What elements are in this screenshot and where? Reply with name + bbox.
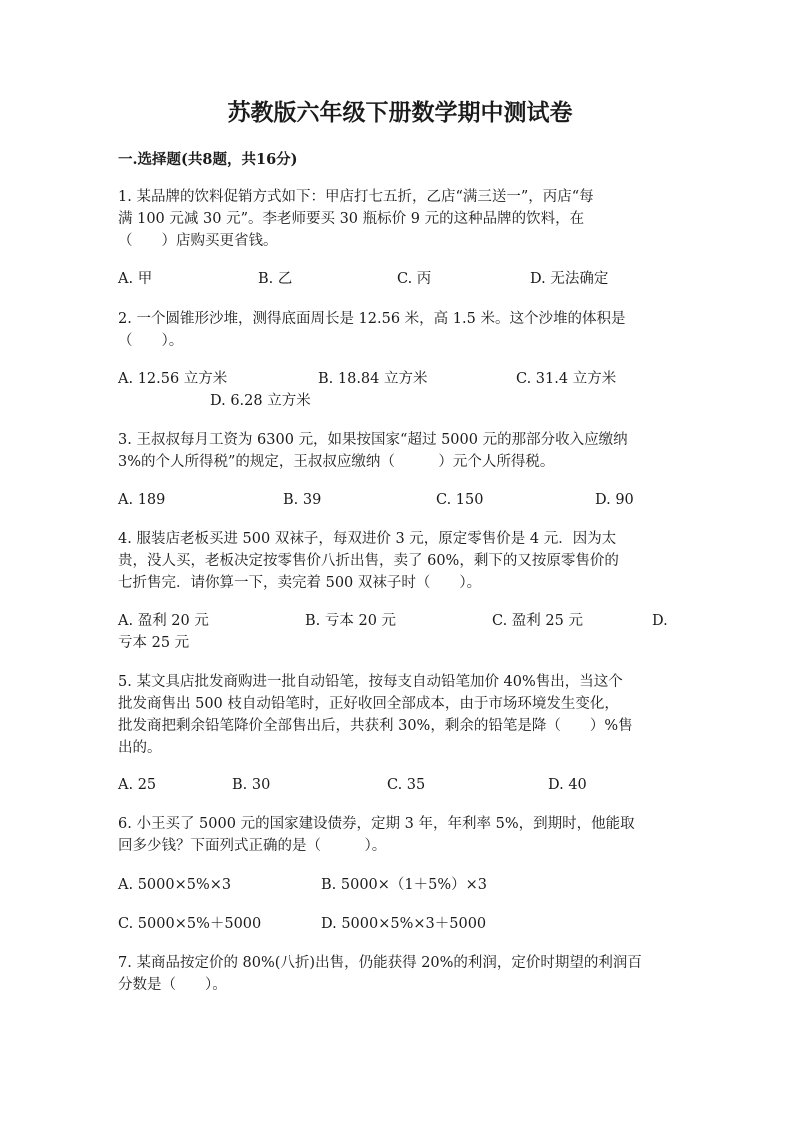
question-5-option: C. 35 [387, 777, 426, 793]
question-3-option: D. 90 [595, 492, 634, 508]
question-2-option: C. 31.4 立方米 [516, 371, 617, 387]
question-5-text-line: 5. 某文具店批发商购进一批自动铅笔，按每支自动铅笔加价 40%售出，当这个 [118, 674, 623, 690]
page-title: 苏教版六年级下册数学期中测试卷 [227, 99, 573, 126]
question-3-option: A. 189 [118, 492, 166, 508]
question-1-option: D. 无法确定 [530, 271, 609, 287]
question-4-option: D. [652, 613, 668, 629]
question-5-text-line: 批发商售出 500 枝自动铅笔时，正好收回全部成本，由于市场环境发生变化， [118, 696, 619, 712]
question-3-option: B. 39 [283, 492, 322, 508]
question-5-option: B. 30 [232, 777, 271, 793]
question-4-text-line: 七折售完．请你算一下，卖完着 500 双袜子时（ ）。 [118, 575, 482, 591]
question-2-option: A. 12.56 立方米 [118, 371, 228, 387]
section-heading: 一.选择题(共8题，共16分) [118, 151, 298, 168]
question-7-text-line: 7. 某商品按定价的 80%(八折)出售，仍能获得 20%的利润，定价时期望的利润百 [118, 955, 642, 971]
question-3-text-line: 3%的个人所得税”的规定，王叔叔应缴纳（ ）元个人所得税。 [118, 454, 555, 470]
question-1-option: C. 丙 [397, 271, 432, 287]
question-1-text-line: （ ）店购买更省钱。 [118, 233, 278, 249]
question-2-option: B. 18.84 立方米 [318, 371, 428, 387]
question-4-text-line: 贵，没人买，老板决定按零售价八折出售，卖了 60%，剩下的又按原零售价的 [118, 553, 619, 569]
question-2-text-line: 2. 一个圆锥形沙堆，测得底面周长是 12.56 米，高 1.5 米。这个沙堆的体积是 [118, 311, 626, 327]
question-1-option: A. 甲 [118, 271, 153, 287]
question-4-option: A. 盈利 20 元 [118, 613, 209, 629]
question-6-option: D. 5000×5%×3＋5000 [321, 916, 487, 932]
question-5-option: D. 40 [548, 777, 587, 793]
question-4-option: C. 盈利 25 元 [492, 613, 583, 629]
question-2-option: D. 6.28 立方米 [210, 393, 311, 409]
question-4-option: B. 亏本 20 元 [305, 613, 397, 629]
question-5-text-line: 出的。 [118, 740, 162, 756]
question-1-text-line: 满 100 元减 30 元”。李老师要买 30 瓶标价 9 元的这种品牌的饮料，在 [118, 211, 585, 227]
question-1-option: B. 乙 [258, 271, 293, 287]
question-6-option: B. 5000×（1＋5%）×3 [321, 877, 488, 893]
question-1-text-line: 1. 某品牌的饮料促销方式如下：甲店打七五折，乙店“满三送一”，丙店“每 [118, 189, 594, 205]
question-7-text-line: 分数是（ ）。 [118, 977, 227, 993]
question-6-option: A. 5000×5%×3 [118, 877, 232, 893]
question-4-option: 亏本 25 元 [118, 635, 190, 651]
question-3-option: C. 150 [436, 492, 484, 508]
question-6-option: C. 5000×5%＋5000 [118, 916, 262, 932]
question-5-option: A. 25 [118, 777, 157, 793]
question-4-text-line: 4. 服装店老板买进 500 双袜子，每双进价 3 元，原定零售价是 4 元．因为太 [118, 531, 617, 547]
question-6-text-line: 回多少钱？下面列式正确的是（ ）。 [118, 838, 387, 854]
question-3-text-line: 3. 王叔叔每月工资为 6300 元，如果按国家“超过 5000 元的那部分收入应缴纳 [118, 432, 628, 448]
question-5-text-line: 批发商把剩余铅笔降价全部售出后，共获利 30%，剩余的铅笔是降（ ）%售 [118, 718, 633, 734]
question-2-text-line: （ ）。 [118, 333, 184, 349]
question-6-text-line: 6. 小王买了 5000 元的国家建设债券，定期 3 年，年利率 5%，到期时，他能取 [118, 816, 635, 832]
